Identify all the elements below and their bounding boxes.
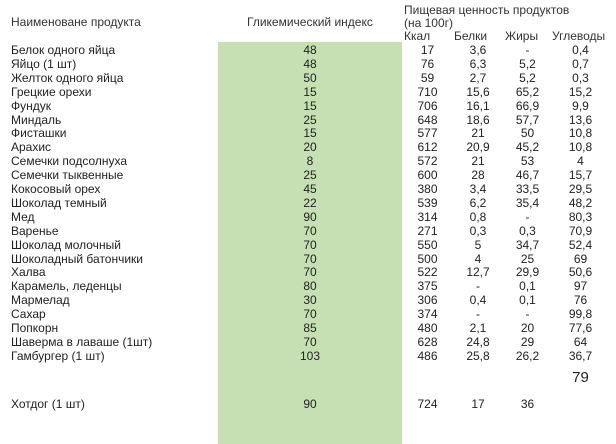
cell-carbs: 10,8 xyxy=(568,126,593,141)
cell-kcal: 710 xyxy=(417,84,438,99)
cell-gi: 15 xyxy=(303,84,317,99)
cell-protein: - xyxy=(476,279,480,294)
cell-name: Шаверма в лаваше (1шт) xyxy=(11,334,153,349)
cell-carbs: 0,3 xyxy=(572,70,589,85)
cell-protein: - xyxy=(476,307,480,322)
cell-name: Фундук xyxy=(11,98,52,113)
cell-name: Халва xyxy=(11,265,46,280)
cell-gi: 80 xyxy=(303,279,317,294)
cell-fat: 33,5 xyxy=(515,182,540,196)
cell-carbs: 52,4 xyxy=(568,237,593,252)
cell-protein: 24,8 xyxy=(466,334,490,349)
cell-kcal: 59 xyxy=(420,70,435,85)
cell-carbs: 76 xyxy=(573,293,588,308)
cell-carbs: 64 xyxy=(573,334,588,349)
cell-kcal: 480 xyxy=(417,321,438,335)
cell-fat: 35,4 xyxy=(515,195,540,210)
cell-kcal: 550 xyxy=(417,237,438,252)
cell-gi: 103 xyxy=(299,348,321,363)
cell-fat: - xyxy=(525,43,530,57)
cell-carbs: 50,6 xyxy=(568,265,593,280)
cell-fat: 65,2 xyxy=(515,84,540,99)
cell-gi: 25 xyxy=(303,112,317,127)
cell-protein: 21 xyxy=(471,154,485,169)
cell-gi: 90 xyxy=(303,209,317,224)
cell-name: Грецкие орехи xyxy=(11,84,92,99)
cell-protein: 15,6 xyxy=(466,84,490,99)
cell-kcal: 577 xyxy=(417,126,438,141)
cell-carbs: 48,2 xyxy=(568,195,593,210)
cell-fat: 53 xyxy=(520,154,535,169)
cell-name: Семечки тыквенные xyxy=(11,168,124,183)
cell-gi: 70 xyxy=(303,334,317,349)
cell-protein: 21 xyxy=(471,126,485,141)
cell-fat: 20 xyxy=(520,321,535,335)
cell-protein: 17 xyxy=(471,397,485,411)
cell-name: Фисташки xyxy=(11,126,67,141)
cell-protein: 25,8 xyxy=(466,348,490,363)
cell-protein: 2,1 xyxy=(469,321,487,335)
cell-carbs: 97 xyxy=(573,279,588,294)
cell-gi: 70 xyxy=(303,223,317,238)
cell-gi: 70 xyxy=(303,265,317,280)
cell-gi: 45 xyxy=(303,182,317,196)
cell-fat: 45,2 xyxy=(515,140,540,155)
cell-kcal: 306 xyxy=(417,293,438,308)
cell-name: Гамбургер (1 шт) xyxy=(11,348,105,363)
cell-fat: 29,9 xyxy=(515,265,540,280)
cell-name: Шоколадный батончики xyxy=(11,251,144,266)
cell-kcal: 375 xyxy=(417,279,438,294)
cell-kcal: 76 xyxy=(420,56,435,71)
cell-carbs: 0,7 xyxy=(572,56,589,71)
cell-kcal: 706 xyxy=(417,98,438,113)
cell-carbs: 70,9 xyxy=(568,223,593,238)
cell-carbs: 15,2 xyxy=(568,84,593,99)
cell-carbs: 10,8 xyxy=(568,140,593,155)
cell-fat: 0,3 xyxy=(519,223,536,238)
cell-kcal: 539 xyxy=(417,195,438,210)
cell-name: Арахис xyxy=(11,140,52,155)
header-carbs: Углеводы xyxy=(552,29,606,43)
cell-kcal: 314 xyxy=(417,209,438,224)
cell-name: Яйцо (1 шт) xyxy=(11,56,77,71)
cell-fat: 34,7 xyxy=(515,237,540,252)
cell-kcal: 380 xyxy=(417,182,438,196)
cell-gi: 22 xyxy=(303,195,317,210)
cell-gi: 90 xyxy=(303,397,317,411)
header-kcal: Ккал xyxy=(404,29,431,43)
cell-name: Мед xyxy=(11,209,35,224)
cell-name: Шоколад молочный xyxy=(11,237,121,252)
cell-fat: 5,2 xyxy=(519,56,536,71)
cell-gi: 50 xyxy=(303,70,317,85)
cell-name: Шоколад темный xyxy=(11,195,107,210)
cell-carbs: 4 xyxy=(577,154,584,169)
cell-name: Карамель, леденцы xyxy=(11,279,122,294)
cell-gi: 48 xyxy=(303,43,317,57)
cell-gi: 25 xyxy=(303,168,317,183)
cell-fat: 26,2 xyxy=(515,348,540,363)
cell-kcal: 500 xyxy=(417,251,438,266)
cell-gi: 48 xyxy=(303,56,317,71)
cell-name: Миндаль xyxy=(11,112,62,127)
cell-carbs: 77,6 xyxy=(568,321,593,335)
extra-value: 79 xyxy=(572,369,589,386)
cell-protein: 18,6 xyxy=(466,112,490,127)
cell-protein: 4 xyxy=(474,251,482,266)
cell-gi: 20 xyxy=(303,140,317,155)
cell-protein: 0,8 xyxy=(469,209,487,224)
cell-name: Попкорн xyxy=(11,321,59,335)
cell-carbs: 69 xyxy=(573,251,588,266)
cell-kcal: 271 xyxy=(417,223,438,238)
cell-fat: 25 xyxy=(520,251,535,266)
cell-carbs xyxy=(553,398,608,412)
cell-protein: 3,6 xyxy=(469,43,487,57)
cell-protein: 20,9 xyxy=(466,140,490,155)
cell-fat: 29 xyxy=(520,334,535,349)
cell-carbs: 13,6 xyxy=(568,112,593,127)
cell-name: Мармелад xyxy=(11,293,70,308)
header-glycemic-index: Гликемический индекс xyxy=(247,15,373,29)
cell-fat: 46,7 xyxy=(515,168,540,183)
cell-protein: 6,2 xyxy=(469,195,487,210)
cell-protein: 5 xyxy=(474,237,482,252)
cell-kcal: 486 xyxy=(417,348,438,363)
cell-carbs: 36,7 xyxy=(568,348,593,363)
cell-gi: 85 xyxy=(303,321,317,335)
cell-carbs: 29,5 xyxy=(568,182,593,196)
cell-carbs: 80,3 xyxy=(568,209,593,224)
cell-protein: 16,1 xyxy=(466,98,490,113)
cell-protein: 28 xyxy=(471,168,485,183)
cell-protein: 0,3 xyxy=(469,223,487,238)
cell-fat: 36 xyxy=(520,397,535,411)
cell-name: Кокосовый орех xyxy=(11,182,101,196)
cell-protein: 6,3 xyxy=(469,56,487,71)
cell-kcal: 724 xyxy=(417,397,438,411)
cell-name: Желток одного яйца xyxy=(11,70,124,85)
cell-name: Варенье xyxy=(11,223,59,238)
cell-carbs: 0,4 xyxy=(572,43,589,57)
cell-protein: 0,4 xyxy=(469,293,487,308)
cell-fat: 0,1 xyxy=(519,279,536,294)
cell-carbs: 9,9 xyxy=(572,98,589,113)
cell-name: Хотдог (1 шт) xyxy=(11,397,85,411)
cell-name: Белок одного яйца xyxy=(11,43,116,57)
header-protein: Белки xyxy=(454,29,488,43)
cell-fat: 66,9 xyxy=(515,98,540,113)
cell-fat: 0,1 xyxy=(519,293,536,308)
cell-protein: 3,4 xyxy=(469,182,487,196)
header-nutrition-unit: (на 100г) xyxy=(404,16,454,30)
cell-fat: - xyxy=(525,307,530,322)
cell-fat: 57,7 xyxy=(515,112,540,127)
cell-gi: 70 xyxy=(303,307,317,322)
cell-kcal: 600 xyxy=(417,168,438,183)
cell-fat: 50 xyxy=(520,126,535,141)
header-nutrition-title: Пищевая ценность продуктов xyxy=(404,3,570,17)
cell-fat: 5,2 xyxy=(519,70,536,85)
cell-gi: 8 xyxy=(306,154,314,169)
cell-kcal: 374 xyxy=(417,307,438,322)
cell-kcal: 612 xyxy=(417,140,438,155)
cell-gi: 15 xyxy=(303,98,317,113)
cell-protein: 2,7 xyxy=(469,70,487,85)
cell-gi: 70 xyxy=(303,237,317,252)
cell-kcal: 572 xyxy=(417,154,438,169)
cell-name: Семечки подсолнуха xyxy=(11,154,128,169)
cell-fat: - xyxy=(525,209,530,224)
cell-kcal: 648 xyxy=(417,112,438,127)
cell-gi: 30 xyxy=(303,293,317,308)
cell-protein: 12,7 xyxy=(466,265,490,280)
cell-gi: 15 xyxy=(303,126,317,141)
cell-kcal: 17 xyxy=(420,43,435,57)
cell-carbs: 99,8 xyxy=(568,307,593,322)
cell-kcal: 522 xyxy=(417,265,438,280)
cell-carbs: 15,7 xyxy=(568,168,593,183)
header-product: Наименоване продукта xyxy=(11,15,141,29)
header-fat: Жиры xyxy=(505,29,539,43)
cell-name: Сахар xyxy=(11,307,46,322)
cell-gi: 70 xyxy=(303,251,317,266)
cell-kcal: 628 xyxy=(417,334,438,349)
